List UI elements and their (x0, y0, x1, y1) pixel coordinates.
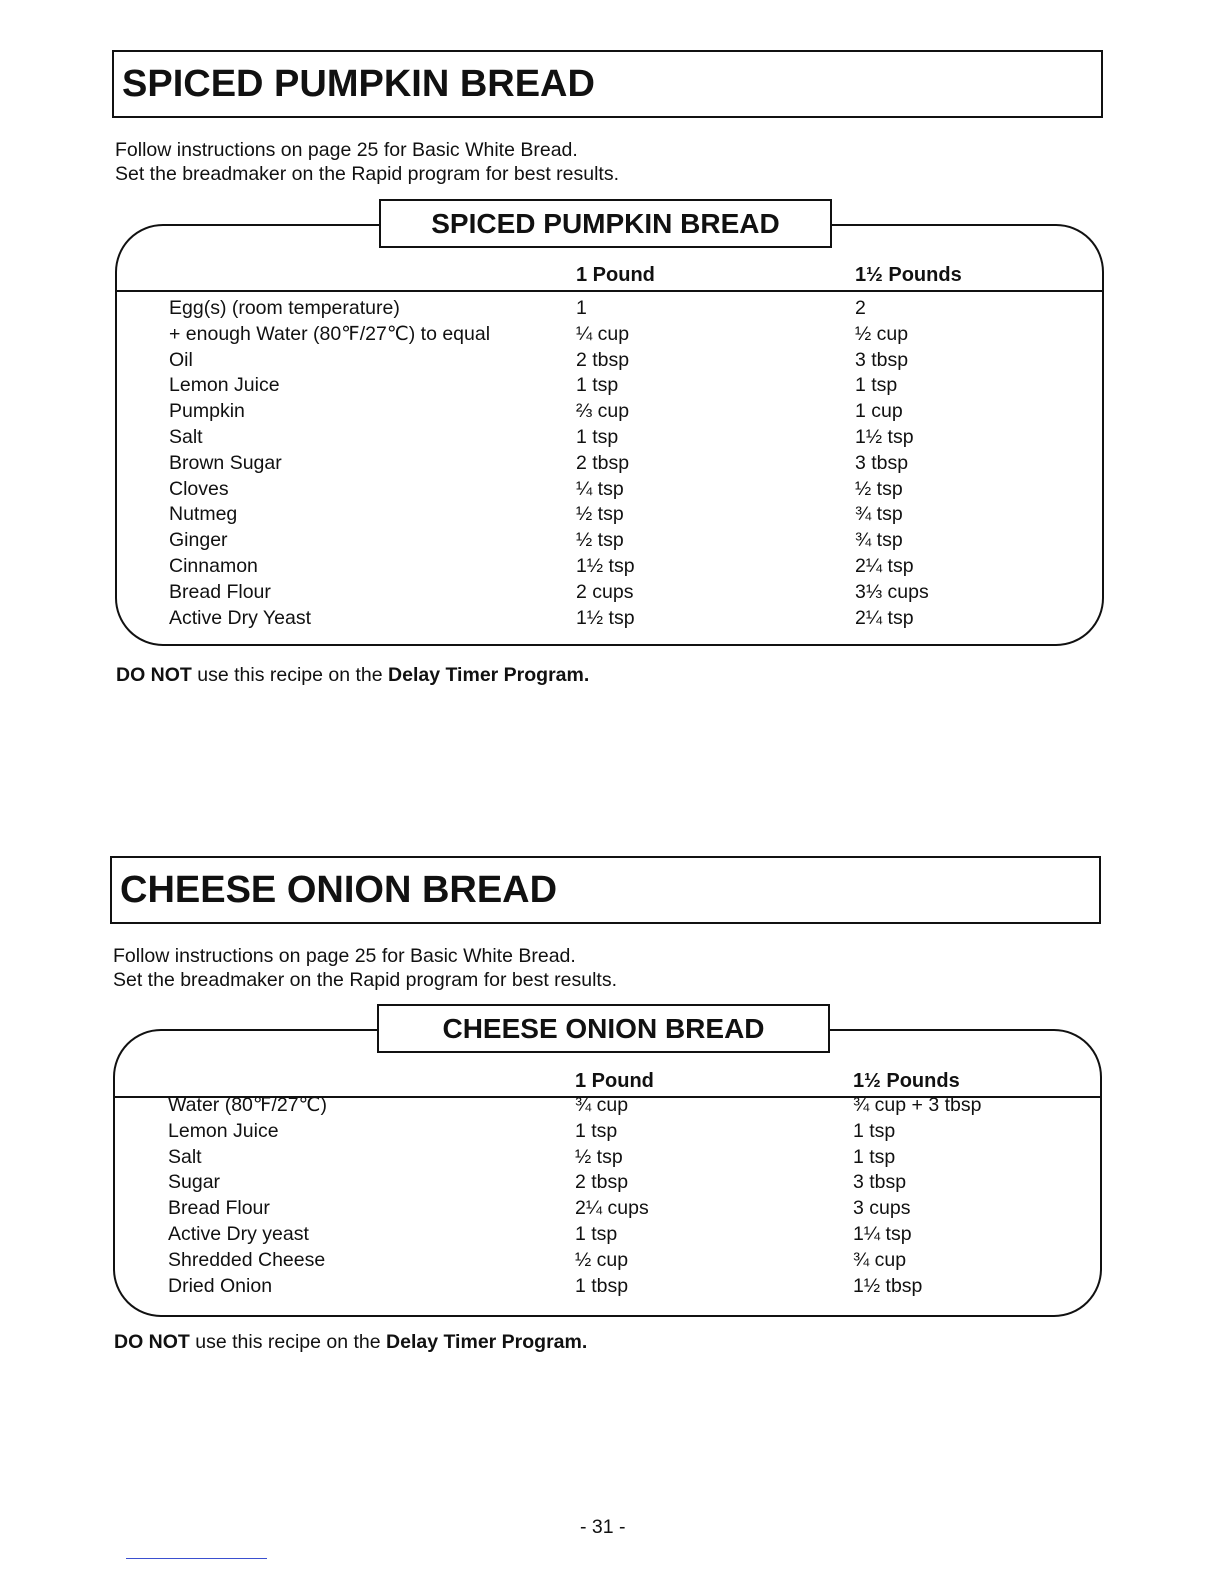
recipe-intro (113, 944, 617, 992)
table-row (0, 1222, 1224, 1248)
intro-line-2: Set the breadmaker on the Rapid program for best results. (115, 163, 620, 185)
recipe-title: SPICED PUMPKIN BREAD (122, 63, 595, 105)
intro-line-1: Follow instructions on page 25 for Basic White Bread. (115, 139, 578, 161)
table-row (0, 425, 1224, 451)
ingredients-list (0, 296, 1224, 631)
ingredients-list (0, 1093, 1224, 1299)
amount-1-5-pounds: ½ tsp (855, 477, 903, 500)
amount-1-5-pounds: ¾ tsp (855, 503, 903, 526)
table-row (0, 296, 1224, 322)
amount-1-pound: 1½ tsp (576, 554, 635, 577)
amount-1-5-pounds: 1 cup (855, 400, 903, 423)
ingredient-name: Lemon Juice (169, 374, 280, 397)
ingredient-name: Water (80℉/27℃) (168, 1094, 327, 1116)
amount-1-pound: ¼ tsp (576, 477, 624, 500)
ingredient-name: Bread Flour (168, 1197, 270, 1220)
table-row (0, 528, 1224, 554)
ingredient-name: Oil (169, 348, 193, 371)
amount-1-5-pounds: 3 tbsp (855, 348, 909, 371)
amount-1-5-pounds: 1½ tbsp (853, 1274, 923, 1297)
amount-1-pound: ¾ cup (575, 1094, 629, 1116)
ingredient-name: Nutmeg (169, 503, 238, 526)
delay-timer-warning (114, 1331, 587, 1354)
table-row (0, 477, 1224, 503)
header-divider (115, 290, 1104, 292)
amount-1-pound: 2 tbsp (575, 1171, 629, 1194)
amount-1-5-pounds: 2 (855, 297, 866, 319)
amount-1-pound: ½ cup (575, 1248, 629, 1271)
column-header-1-pound: 1 Pound (575, 1070, 654, 1092)
ingredient-name: Sugar (168, 1171, 221, 1194)
amount-1-pound: ½ tsp (575, 1145, 623, 1168)
ingredients-card-title: SPICED PUMPKIN BREAD (431, 207, 780, 239)
column-header-1-5-pounds: 1½ Pounds (855, 264, 962, 286)
table-row (0, 373, 1224, 399)
ingredients-card-title: CHEESE ONION BREAD (442, 1012, 765, 1044)
amount-1-5-pounds: 2¼ tsp (855, 554, 914, 577)
table-row (0, 1093, 1224, 1119)
amount-1-pound: ½ tsp (576, 503, 624, 526)
intro-line-1: Follow instructions on page 25 for Basic White Bread. (113, 945, 576, 967)
table-row (0, 1119, 1224, 1145)
ingredient-name: Egg(s) (room temperature) (169, 297, 400, 319)
amount-1-5-pounds: 3 cups (853, 1197, 911, 1220)
amount-1-pound: 2 cups (576, 580, 634, 603)
amount-1-5-pounds: ¾ cup (853, 1248, 907, 1271)
amount-1-pound: ¼ cup (576, 322, 630, 345)
ingredient-name: Pumpkin (169, 400, 245, 423)
amount-1-pound: 2 tbsp (576, 451, 630, 474)
amount-1-5-pounds: 3 tbsp (853, 1171, 907, 1194)
table-row (0, 322, 1224, 348)
table-row (0, 1170, 1224, 1196)
table-row (0, 1248, 1224, 1274)
column-header-1-5-pounds: 1½ Pounds (853, 1070, 960, 1092)
amount-1-pound: ½ tsp (576, 529, 624, 552)
warning-emphasis: DO NOT (116, 664, 192, 686)
warning-program-name: Delay Timer Program. (388, 664, 590, 686)
footnote-rule (126, 1558, 267, 1559)
ingredient-name: Active Dry Yeast (169, 606, 311, 629)
amount-1-pound: 1 tsp (576, 374, 619, 397)
amount-1-pound: 2 tbsp (576, 348, 630, 371)
column-header-1-pound: 1 Pound (576, 264, 655, 286)
table-row (0, 580, 1224, 606)
amount-1-pound: 1 (576, 297, 587, 319)
recipe-title-box (112, 50, 1103, 118)
recipe-title: CHEESE ONION BREAD (120, 869, 558, 911)
ingredient-name: Active Dry yeast (168, 1222, 309, 1245)
amount-1-5-pounds: 1½ tsp (855, 425, 914, 448)
amount-1-5-pounds: ¾ cup + 3 tbsp (853, 1094, 982, 1116)
amount-1-5-pounds: 3 tbsp (855, 451, 909, 474)
ingredient-name: Bread Flour (169, 580, 271, 603)
ingredient-name: Brown Sugar (169, 451, 282, 474)
amount-1-pound: 1 tsp (575, 1119, 618, 1142)
amount-1-5-pounds: ½ cup (855, 322, 909, 345)
warning-program-name: Delay Timer Program. (386, 1331, 588, 1353)
warning-emphasis: DO NOT (114, 1331, 190, 1353)
ingredient-name: Dried Onion (168, 1274, 273, 1297)
ingredient-name: Salt (169, 425, 203, 448)
warning-text: use this recipe on the (189, 1331, 387, 1353)
table-row (0, 1196, 1224, 1222)
table-row (0, 606, 1224, 632)
amount-1-pound: 1 tsp (576, 425, 619, 448)
ingredient-name: Salt (168, 1145, 202, 1168)
delay-timer-warning (116, 664, 589, 687)
amount-1-pound: 1½ tsp (576, 606, 635, 629)
table-row (0, 451, 1224, 477)
amount-1-5-pounds: 1 tsp (853, 1145, 896, 1168)
ingredient-name: Ginger (169, 529, 228, 552)
amount-1-pound: 1 tbsp (575, 1274, 629, 1297)
amount-1-5-pounds: 1¼ tsp (853, 1222, 912, 1245)
page-number: - 31 - (580, 1516, 626, 1538)
recipe-intro (115, 138, 619, 186)
ingredients-card-title-box (377, 1004, 830, 1053)
table-row (0, 399, 1224, 425)
intro-line-2: Set the breadmaker on the Rapid program for best results. (113, 969, 618, 991)
amount-1-5-pounds: 1 tsp (853, 1119, 896, 1142)
ingredient-name: Lemon Juice (168, 1119, 279, 1142)
amount-1-5-pounds: ¾ tsp (855, 529, 903, 552)
ingredient-name: Cinnamon (169, 554, 258, 577)
table-row (0, 348, 1224, 374)
amount-1-pound: ⅔ cup (576, 400, 630, 423)
amount-1-5-pounds: 1 tsp (855, 374, 898, 397)
amount-1-pound: 1 tsp (575, 1222, 618, 1245)
table-row (0, 502, 1224, 528)
table-row (0, 554, 1224, 580)
amount-1-pound: 2¼ cups (575, 1197, 649, 1220)
ingredient-name: Shredded Cheese (168, 1248, 326, 1271)
ingredient-name: Cloves (169, 477, 229, 500)
ingredient-name: + enough Water (80℉/27℃) to equal (169, 322, 491, 345)
table-row (0, 1145, 1224, 1171)
warning-text: use this recipe on the (191, 664, 389, 686)
amount-1-5-pounds: 2¼ tsp (855, 606, 914, 629)
ingredients-card-title-box (379, 199, 832, 248)
table-row (0, 1274, 1224, 1300)
recipe-title-box (110, 856, 1101, 924)
amount-1-5-pounds: 3⅓ cups (855, 580, 929, 603)
